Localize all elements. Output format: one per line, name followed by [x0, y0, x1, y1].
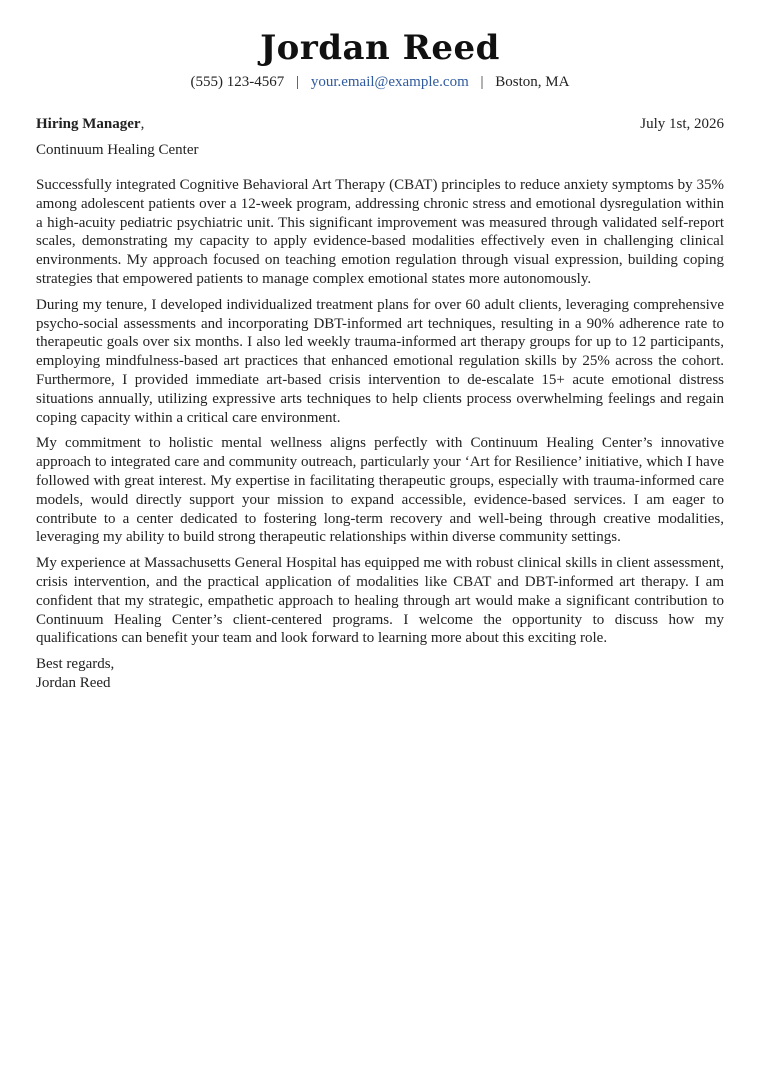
contact-line — [36, 72, 724, 92]
recipient-date-row — [36, 114, 724, 134]
phone-number: (555) 123-4567 — [190, 74, 285, 90]
letter-date: July 1st, 2026 — [640, 116, 724, 132]
body-paragraph: My commitment to holistic mental wellness aligns perfectly with Continuum Healing Center’s innovative approach to integrated care and community outreach, particularly your ‘Art for Resilience’ initiative, which I have followed with great interest. My expertise in facilitating therapeutic groups, especially with trauma-informed care models, would directly support your mission to expand accessible, evidence-based services. I am eager to contribute to a center dedicated to fostering long-term recovery and well-being through creative modalities, leveraging my ability to build strong therapeutic relationships within diverse community settings. — [36, 435, 724, 546]
contact-separator: | — [480, 74, 484, 90]
email-link[interactable]: your.email@example.com — [310, 74, 469, 90]
location: Boston, MA — [495, 74, 570, 90]
applicant-name: Jordan Reed — [260, 28, 500, 68]
signature-name: Jordan Reed — [36, 675, 111, 692]
closing-block — [36, 655, 724, 693]
closing-salutation: Best regards, — [36, 656, 115, 673]
body-paragraph: My experience at Massachusetts General Hospital has equipped me with robust clinical skills in client assessment, crisis intervention, and the practical application of modalities like CBAT and DBT-informed art therapy. I am confident that my strategic, empathetic approach to healing through art would make a significant contribution to Continuum Healing Center’s client-centered programs. I welcome the opportunity to discuss how my qualifications can benefit your team and look forward to learning more about this exciting role. — [36, 555, 724, 647]
body-paragraph: During my tenure, I developed individualized treatment plans for over 60 adult clients, leveraging comprehensive psycho-social assessments and incorporating DBT-informed art techniques, resulting in a 90% adherence rate to therapeutic goals over six months. I also led weekly trauma-informed art therapy groups for up to 12 participants, employing mindfulness-based art practices that enhanced emotional regulation skills by 25% across the cohort. Furthermore, I provided immediate art-based crisis intervention to de-escalate 15+ acute emotional distress situations annually, utilizing expressive arts techniques to help clients process overwhelming feelings and regain coping capacity within a critical care environment. — [36, 296, 724, 426]
body-paragraph: Successfully integrated Cognitive Behavioral Art Therapy (CBAT) principles to reduce anxiety symptoms by 35% among adolescent patients over a 12-week program, addressing chronic stress and emotional dysregulation within a high-acuity pediatric psychiatric unit. This significant improvement was measured through validated self-report scales, demonstrating my capacity to apply evidence-based modalities effectively even in challenging clinical environments. My approach focused on teaching emotion regulation through visual expression, building coping strategies that empowered patients to manage complex emotional states more autonomously. — [36, 177, 724, 287]
recipient-name: Hiring Manager — [36, 116, 141, 132]
recipient-company: Continuum Healing Center — [36, 142, 199, 158]
recipient-comma: , — [140, 116, 145, 132]
recipient-line — [36, 114, 144, 134]
contact-separator: | — [296, 74, 300, 90]
letter-body — [36, 176, 724, 648]
